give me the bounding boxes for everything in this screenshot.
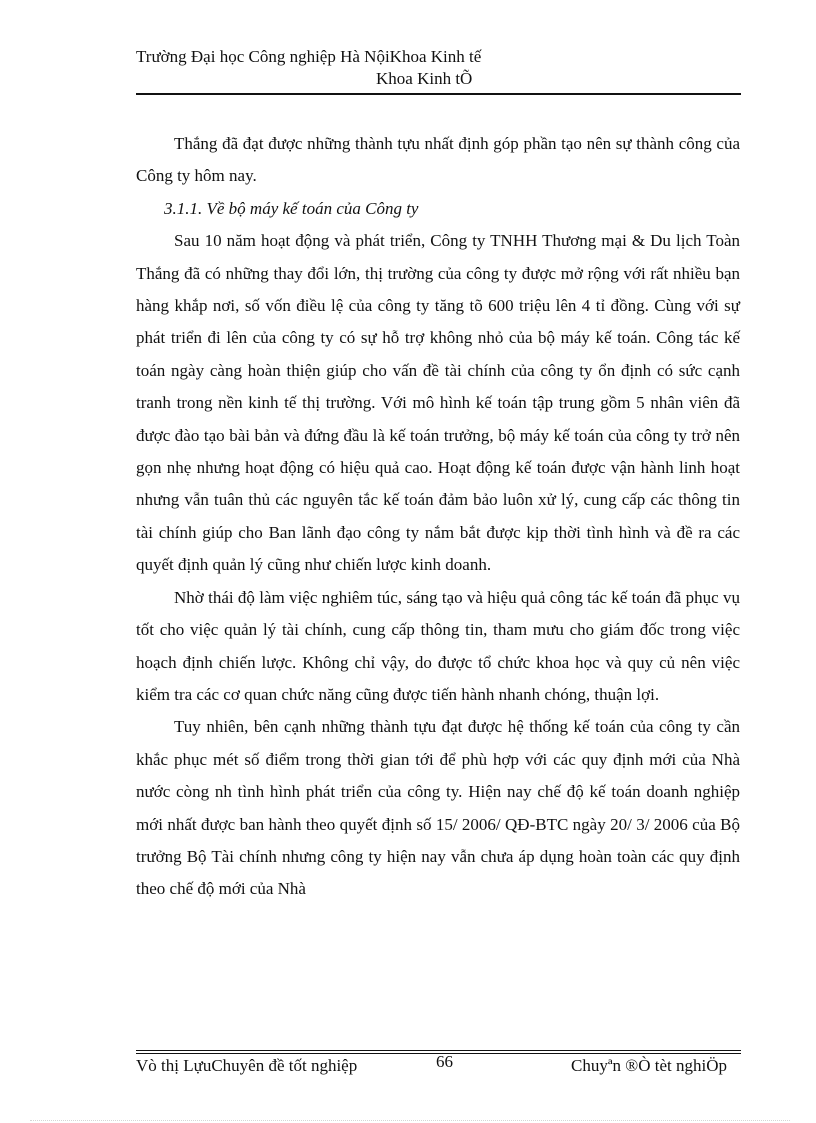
page-edge-dots — [30, 1120, 790, 1121]
footer-author: Vò thị LựuChuyên đề tốt nghiệp — [136, 1056, 358, 1075]
paragraph-3: Tuy nhiên, bên cạnh những thành tựu đạt được hệ thống kế toán của công ty cần khắc phục mét số điểm trong thời gian tới để phù hợp với các quy định mới của Nhà nước còng nh tình hình phát triển của công ty. Hiện nay chế độ kế toán doanh nghiệp mới nhất được ban hành theo quyết định số 15/ 2006/ QĐ-BTC ngày 20/ 3/ 2006 của Bộ trưởng Bộ Tài chính nhưng công ty hiện nay vẫn chưa áp dụng hoàn toàn các quy định theo chế độ mới của Nhà — [136, 717, 740, 899]
page-number: 66 — [436, 1052, 453, 1071]
paragraph-1: Sau 10 năm hoạt động và phát triển, Công ty TNHH Thương mại & Du lịch Toàn Thắng đã có những thay đổi lớn, thị trường của công ty được mở rộng với rất nhiều bạn hàng khắp nơi, số vốn điều lệ của công ty tăng tõ 600 triệu lên 4 tỉ đồng. Cùng với sự phát triển đi lên của công ty có sự hỗ trợ không nhỏ của bộ máy kế toán. Công tác kế toán ngày càng hoàn thiện giúp cho vấn đề tài chính của công ty ổn định có sức cạnh tranh trong nền kinh tế thị trường. Với mô hình kế toán tập trung gồm 5 nhân viên đã được đào tạo bài bản và đứng đầu là kế toán trưởng, bộ máy kế toán của công ty trở nên gọn nhẹ nhưng hoạt động có hiệu quả cao. Hoạt động kế toán được vận hành linh hoạt nhưng vẫn tuân thủ các nguyên tắc kế toán đảm bảo luôn xử lý, cung cấp các thông tin tài chính giúp cho Ban lãnh đạo công ty nắm bắt được kịp thời tình hình và đề ra các quyết định quản lý cũng như chiến lược kinh doanh. — [136, 231, 740, 575]
header-school-name: Trường Đại học Công nghiệp Hà NộiKhoa Kinh tế — [136, 47, 482, 66]
paragraph-intro: Thắng đã đạt được những thành tựu nhất định góp phần tạo nên sự thành công của Công ty hôm nay. — [136, 134, 740, 186]
footer-title: Chuyªn ®Ò tèt nghiÖp — [571, 1056, 727, 1075]
section-heading: 3.1.1. Về bộ máy kế toán của Công ty — [164, 198, 419, 218]
document-body — [136, 128, 740, 906]
paragraph-2: Nhờ thái độ làm việc nghiêm túc, sáng tạo và hiệu quả công tác kế toán đã phục vụ tốt cho việc quản lý tài chính, cung cấp thông tin, tham mưu cho giám đốc trong việc hoạch định chiến lược. Không chỉ vậy, do được tổ chức khoa học và quy củ nên việc kiểm tra các cơ quan chức năng cũng được tiến hành nhanh chóng, thuận lợi. — [136, 587, 740, 704]
page-header — [136, 46, 741, 90]
header-faculty: Khoa Kinh tÕ — [376, 69, 473, 88]
header-divider — [136, 93, 741, 95]
page-footer — [136, 1052, 741, 1077]
